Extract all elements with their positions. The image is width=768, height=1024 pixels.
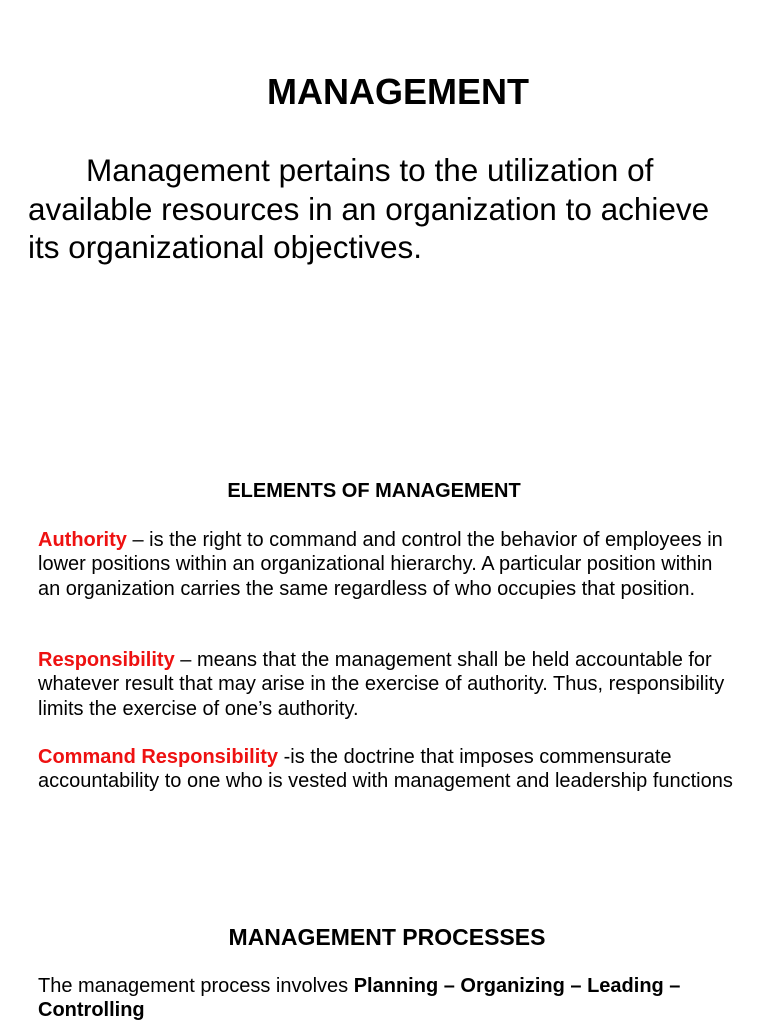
term-authority: Authority	[38, 529, 127, 551]
definition-responsibility-text: – means that the management shall be held accountable for whatever result that may arise in the exercise of authority. Thus, responsibility limits the exercise of one’s authority.	[38, 649, 725, 720]
definition-responsibility	[38, 648, 738, 721]
definition-command-responsibility-text: -is the doctrine that imposes commensurate accountability to one who is vested with management and leadership functions	[38, 746, 733, 793]
intro-paragraph: Management pertains to the utilization of available resources in an organization to achieve its organizational objectives.	[28, 152, 710, 265]
definition-authority-text: – is the right to command and control the behavior of employees in lower positions within an organizational hierarchy. A particular position within an organization carries the same regardless of who occupies that position.	[38, 529, 723, 600]
process-description	[38, 974, 763, 1023]
process-steps: Planning – Organizing – Leading – Controlling	[38, 975, 681, 1022]
elements-heading: ELEMENTS OF MANAGEMENT	[227, 480, 521, 502]
process-intro-text: The management process involves	[38, 975, 354, 997]
term-responsibility: Responsibility	[38, 649, 175, 671]
term-command-responsibility: Command Responsibility	[38, 746, 279, 768]
definition-command-responsibility	[38, 745, 738, 794]
page-title: MANAGEMENT	[267, 71, 529, 112]
processes-heading: MANAGEMENT PROCESSES	[228, 924, 546, 950]
definition-authority	[38, 528, 738, 601]
